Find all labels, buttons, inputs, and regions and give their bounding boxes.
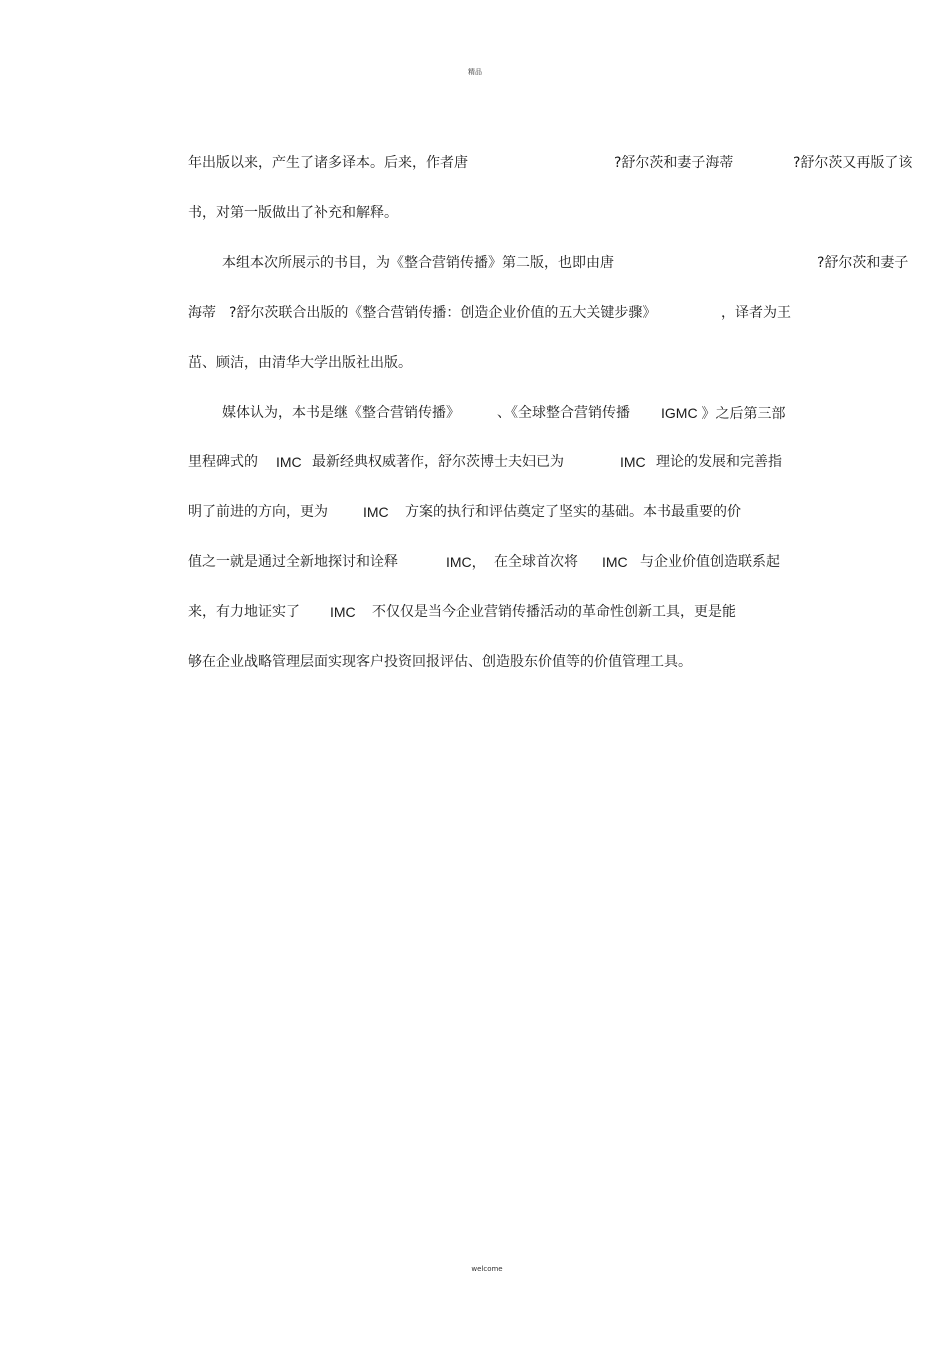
text-segment: IMC: [276, 454, 302, 470]
text-segment: IMC，: [446, 554, 486, 570]
text-segment: 来，有力地证实了: [188, 604, 300, 620]
text-segment: 与企业价值创造联系起: [640, 554, 780, 570]
text-segment: IGMC 》之后第三部: [661, 405, 786, 421]
text-segment: 里程碑式的: [188, 454, 258, 470]
text-segment: 方案的执行和评估奠定了坚实的基础。本书最重要的价: [405, 504, 741, 520]
text-segment: 年出版以来，产生了诸多译本。后来，作者唐: [188, 155, 468, 171]
text-segment: 本组本次所展示的书目，为《整合营销传播》第二版，也即由唐: [222, 255, 614, 271]
text-segment: ?舒尔茨和妻子海蒂: [614, 155, 734, 171]
text-segment: 茁、顾洁，由清华大学出版社出版。: [188, 355, 412, 371]
text-segment: ，译者为王: [721, 305, 791, 321]
page-footer: welcome: [471, 1265, 503, 1273]
text-segment: 够在企业战略管理层面实现客户投资回报评估、创造股东价值等的价值管理工具。: [188, 654, 692, 670]
text-segment: ?舒尔茨又再版了该: [793, 155, 913, 171]
text-segment: 不仅仅是当今企业营销传播活动的革命性创新工具，更是能: [372, 604, 736, 620]
text-segment: 最新经典权威著作，舒尔茨博士夫妇已为: [312, 454, 564, 470]
page-header: 精品: [468, 68, 482, 76]
text-segment: 在全球首次将: [494, 554, 578, 570]
text-segment: 海蒂: [188, 305, 216, 321]
text-segment: IMC: [363, 504, 389, 520]
text-segment: IMC: [330, 604, 356, 620]
text-segment: 、《全球整合营销传播: [497, 405, 630, 421]
text-segment: 值之一就是通过全新地探讨和诠释: [188, 554, 398, 570]
text-segment: IMC: [602, 554, 628, 570]
text-segment: ?舒尔茨联合出版的《整合营销传播：创造企业价值的五大关键步骤》: [229, 305, 657, 321]
text-segment: 书，对第一版做出了补充和解释。: [188, 205, 398, 221]
text-segment: 媒体认为，本书是继《整合营销传播》: [222, 405, 460, 421]
text-segment: IMC: [620, 454, 646, 470]
text-segment: 明了前进的方向，更为: [188, 504, 328, 520]
text-segment: 理论的发展和完善指: [656, 454, 782, 470]
text-segment: ?舒尔茨和妻子: [817, 255, 909, 271]
